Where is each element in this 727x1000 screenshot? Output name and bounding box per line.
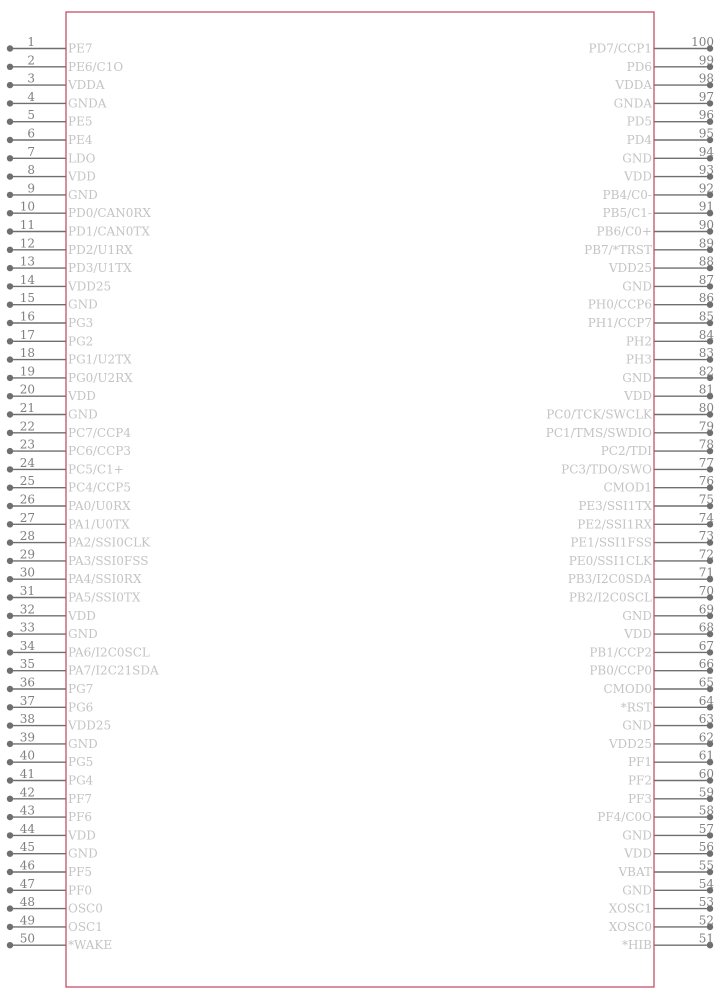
pin-name: PC6/CCP3 [68,444,132,459]
pin-73 [570,529,714,550]
pin-terminal-dot [7,64,13,70]
pin-name: PD4 [626,133,652,147]
pin-name: VDD [624,846,652,861]
pin-name: PA6/I2C0SCL [68,645,150,660]
pin-number: 55 [698,858,714,873]
pin-terminal-dot [7,539,13,545]
pin-number: 99 [698,53,714,68]
pin-name: PA1/U0TX [68,517,130,532]
pin-number: 92 [698,181,714,196]
pin-66 [589,657,714,678]
pin-number: 28 [19,529,35,544]
pin-name: PG7 [68,682,94,696]
pin-terminal-dot [7,869,13,875]
pin-number: 70 [698,584,714,598]
pin-85 [588,310,714,331]
pin-number: 47 [19,876,35,891]
pin-89 [584,236,714,256]
pin-terminal-dot [7,356,13,362]
pin-number: 34 [19,638,35,653]
pin-number: 33 [19,620,35,635]
pin-number: 30 [19,565,35,580]
pin-terminal-dot [7,119,13,125]
pin-67 [589,639,714,660]
pin-name: VBAT [618,865,652,879]
pin-number: 41 [19,767,35,781]
pin-number: 52 [698,913,714,928]
pin-name: PB5/C1- [602,206,652,221]
pin-number: 48 [19,895,35,910]
pin-terminal-dot [7,302,13,308]
pin-number: 59 [698,785,714,800]
pin-number: 31 [19,584,35,598]
pin-name: PC2/TDI [600,444,652,459]
pin-79 [546,419,714,440]
pin-number: 97 [698,89,714,104]
pin-terminal-dot [7,338,13,344]
pin-name: VDD25 [608,261,652,276]
pin-number: 66 [698,657,714,672]
pin-number: 23 [19,437,35,452]
pin-terminal-dot [7,521,13,527]
pin-number: 15 [19,291,35,306]
pin-name: PG0/U2RX [68,370,133,385]
pin-name: PB1/CCP2 [589,645,652,660]
pin-name: VDDA [68,78,105,93]
pin-terminal-dot [7,887,13,893]
pin-name: GND [622,883,652,898]
pin-name: PD0/CAN0RX [68,206,151,221]
pin-number: 77 [698,455,714,470]
pin-name: PA5/SSI0TX [68,590,141,605]
pin-7 [7,145,96,166]
pin-number: 8 [27,163,35,178]
pin-number: 89 [698,236,714,251]
pin-name: OSC0 [68,901,103,916]
pin-number: 37 [19,693,35,708]
pin-name: PG2 [68,334,94,349]
pin-terminal-dot [7,777,13,783]
pin-number: 11 [19,218,35,232]
pin-name: PG4 [68,773,94,788]
pin-name: PE7 [68,41,93,56]
pin-name: PE1/SSI1FSS [570,535,652,550]
pin-number: 81 [698,382,714,397]
pin-name: PD1/CAN0TX [68,224,150,239]
pin-number: 68 [698,620,714,635]
pin-terminal-dot [7,283,13,289]
pin-number: 38 [19,712,35,727]
pin-80 [546,401,714,422]
pin-number: 22 [19,419,35,434]
pin-terminal-dot [7,485,13,491]
pin-number: 17 [19,327,35,342]
pin-name: PB6/C0+ [596,224,652,239]
pin-number: 50 [19,931,35,946]
pin-terminal-dot [7,594,13,600]
pin-name: PH3 [625,352,652,367]
pin-terminal-dot [7,704,13,710]
pin-number: 12 [19,236,35,251]
pin-2 [7,53,124,74]
pin-number: 84 [698,327,714,342]
pin-name: PC5/C1+ [68,462,124,477]
pin-number: 76 [698,474,714,489]
pin-number: 1 [27,35,35,49]
pin-name: PC1/TMS/SWDIO [545,425,652,440]
pin-name: VDD25 [68,279,112,294]
pin-100 [589,35,714,56]
pin-number: 60 [698,767,714,781]
pin-name: PG1/U2TX [68,352,132,367]
pin-terminal-dot [7,375,13,381]
pin-terminal-dot [7,393,13,399]
pin-number: 100 [691,35,714,49]
pin-number: 87 [698,272,714,287]
pin-number: 63 [698,712,714,727]
pin-number: 35 [19,657,35,672]
pin-terminal-dot [7,558,13,564]
pin-number: 51 [698,931,714,946]
pin-terminal-dot [7,796,13,802]
pin-75 [578,493,714,514]
pin-78 [601,438,714,459]
pin-number: 4 [27,89,35,104]
pin-terminal-dot [7,741,13,747]
pin-name: PD5 [626,114,652,129]
pin-terminal-dot [7,814,13,820]
pin-terminal-dot [7,613,13,619]
pin-terminal-dot [7,137,13,143]
pin-name: XOSC1 [608,901,652,916]
pin-number: 73 [698,529,714,544]
pin-number: 18 [19,346,35,361]
pin-name: PA2/SSI0CLK [68,535,151,550]
pin-number: 64 [698,693,714,708]
pin-name: PF4/C0O [597,810,652,825]
pin-number: 46 [19,858,35,873]
pin-number: 21 [19,401,35,415]
pin-name: OSC1 [68,919,103,934]
pin-name: PF7 [68,791,93,806]
pin-name: GND [68,407,98,422]
pin-name: GND [622,151,652,166]
pin-terminal-dot [7,411,13,417]
pin-86 [588,291,714,312]
pin-name: LDO [68,151,96,166]
pin-name: PB2/I2C0SCL [568,590,652,605]
pin-name: PH2 [625,334,652,349]
pin-name: PC3/TDO/SWO [561,462,652,477]
pin-name: GNDA [613,96,652,111]
pin-number: 88 [698,254,714,269]
pin-number: 6 [27,126,35,141]
pin-number: 7 [27,144,35,159]
pin-terminal-dot [7,686,13,692]
pin-number: 96 [698,108,714,123]
pin-number: 13 [19,254,35,269]
pin-terminal-dot [7,155,13,161]
pin-terminal-dot [7,722,13,728]
pin-number: 10 [19,199,35,214]
pin-number: 44 [19,821,35,836]
pin-terminal-dot [7,320,13,326]
right-pin-column [546,35,715,952]
pin-name: *RST [620,700,652,715]
pin-number: 67 [698,638,714,653]
pin-terminal-dot [7,448,13,454]
pin-number: 2 [27,53,35,68]
pin-terminal-dot [7,759,13,765]
left-pin-column [7,35,159,952]
pin-terminal-dot [7,668,13,674]
pin-name: PB3/I2C0SDA [567,572,652,587]
pin-name: PE5 [68,114,93,129]
pin-name: PE6/C1O [68,59,124,74]
pin-name: PB7/*TRST [584,242,652,257]
pin-58 [597,804,714,825]
pin-number: 62 [698,730,714,745]
pin-50 [7,932,112,953]
pin-number: 78 [698,437,714,452]
pin-name: PD3/U1TX [68,261,132,276]
pin-number: 82 [698,364,714,379]
pin-terminal-dot [7,503,13,509]
pin-number: 54 [698,876,714,891]
pin-90 [597,218,714,239]
pin-number: 93 [698,163,714,178]
pin-3 [7,72,105,93]
pin-name: VDD [624,389,652,404]
pin-name: VDD [624,627,652,642]
pin-number: 65 [698,675,714,690]
pin-name: GND [622,718,652,733]
pin-name: VDDA [615,78,652,93]
pin-4 [7,90,107,111]
pin-number: 57 [698,821,714,836]
pin-name: VDD [68,828,96,843]
pin-name: *WAKE [68,938,113,953]
pin-number: 40 [19,748,35,763]
pin-terminal-dot [7,228,13,234]
pin-name: PA0/U0RX [68,499,131,513]
pin-number: 32 [19,602,35,617]
pin-name: CMOD1 [603,480,652,495]
pin-number: 74 [698,510,714,525]
pin-77 [561,456,714,477]
pin-name: PC7/CCP4 [68,425,132,440]
pin-name: PD2/U1RX [68,242,133,257]
pin-number: 26 [19,492,35,507]
pin-terminal-dot [7,576,13,582]
pin-name: GND [622,828,652,843]
pin-name: VDD [68,608,96,623]
pin-terminal-dot [7,173,13,179]
pin-name: GND [68,846,98,861]
pin-number: 85 [698,309,714,324]
pin-number: 72 [698,547,714,562]
pin-name: PE0/SSI1CLK [568,553,652,568]
pin-name: VDD [68,169,96,184]
pin-name: GND [68,297,98,312]
pin-name: PF3 [627,791,652,806]
pin-name: GND [68,187,98,202]
pin-number: 25 [19,474,35,489]
pin-name: XOSC0 [608,919,652,934]
pin-number: 27 [19,510,35,525]
pin-number: 14 [19,272,35,287]
pin-number: 43 [19,803,35,818]
pin-number: 94 [698,144,714,159]
pin-name: PE2/SSI1RX [577,517,652,532]
pin-name: PF2 [627,773,652,788]
pin-name: PF5 [68,865,93,879]
pin-name: PA3/SSI0FSS [68,553,149,568]
pin-terminal-dot [7,649,13,655]
pin-number: 20 [19,382,35,397]
pin-name: GND [622,279,652,294]
pin-name: PB0/CCP0 [589,663,652,678]
component-body [66,12,654,987]
pin-number: 69 [698,602,714,617]
pin-terminal-dot [7,45,13,51]
pin-name: PG6 [68,700,94,715]
pin-number: 36 [19,675,35,690]
pin-name: GND [622,370,652,385]
pin-name: VDD25 [608,736,652,751]
pin-65 [603,676,714,697]
pin-number: 71 [698,565,714,580]
pin-terminal-dot [7,631,13,637]
pin-name: PC4/CCP5 [68,480,132,495]
pin-number: 5 [27,108,35,123]
pin-name: PF0 [68,883,93,898]
pin-terminal-dot [7,430,13,436]
pin-1 [7,35,93,56]
pin-terminal-dot [7,82,13,88]
pin-terminal-dot [7,247,13,253]
pin-number: 75 [698,492,714,507]
pin-name: PF6 [68,810,93,825]
pin-92 [603,181,714,202]
pin-terminal-dot [7,192,13,198]
pin-6 [7,127,93,148]
pin-terminal-dot [7,210,13,216]
pin-8 [7,163,96,184]
pin-number: 61 [698,748,714,763]
pin-number: 83 [698,346,714,361]
pin-number: 3 [27,71,35,86]
pin-number: 58 [698,803,714,818]
pin-name: PG5 [68,755,94,770]
pin-name: VDD [68,389,96,404]
pin-name: PC0/TCK/SWCLK [546,407,652,422]
pin-number: 80 [698,401,714,415]
pin-72 [569,547,714,568]
pin-number: 24 [19,455,35,470]
pin-name: PA4/SSI0RX [68,572,142,587]
pin-number: 16 [19,309,35,324]
pin-name: GND [68,627,98,642]
pin-number: 95 [698,126,714,141]
pin-name: PB4/C0- [602,187,652,202]
pin-terminal-dot [7,100,13,106]
pin-number: 9 [27,181,35,196]
pin-70 [569,584,714,605]
pin-number: 90 [698,218,714,232]
pin-name: PA7/I2C21SDA [68,663,159,678]
pin-number: 98 [698,71,714,86]
pin-76 [603,474,714,495]
pin-name: PH0/CCP6 [587,297,652,312]
pin-name: PH1/CCP7 [587,316,652,330]
pin-name: CMOD0 [603,682,652,696]
pin-terminal-dot [7,466,13,472]
pin-number: 49 [19,913,35,928]
pin-terminal-dot [7,924,13,930]
pin-terminal-dot [7,905,13,911]
pin-number: 45 [19,840,35,855]
pin-number: 19 [19,364,35,379]
pin-74 [577,511,714,532]
pin-name: VDD [624,169,652,184]
pin-name: PE3/SSI1TX [578,499,652,513]
pin-5 [7,108,93,129]
pin-number: 39 [19,730,35,745]
pin-number: 56 [698,840,714,855]
pin-name: PG3 [68,316,94,330]
pin-number: 86 [698,291,714,306]
pin-91 [603,200,714,221]
pin-name: *HIB [621,938,652,953]
pin-terminal-dot [7,265,13,271]
pin-terminal-dot [7,942,13,948]
pin-name: PD7/CCP1 [588,41,652,56]
pin-51 [622,932,714,953]
pin-name: GNDA [68,96,107,111]
pin-terminal-dot [7,832,13,838]
pin-number: 79 [698,419,714,434]
pin-name: GND [68,736,98,751]
pin-terminal-dot [7,851,13,857]
pin-number: 42 [19,785,35,800]
pin-name: PF1 [627,755,652,770]
pin-71 [568,566,714,587]
pin-number: 91 [698,199,714,214]
pin-name: PD6 [626,59,652,74]
pin-name: VDD25 [68,718,112,733]
pin-number: 53 [698,895,714,910]
pin-number: 29 [19,547,35,562]
pin-name: PE4 [68,133,93,147]
pin-name: GND [622,608,652,623]
